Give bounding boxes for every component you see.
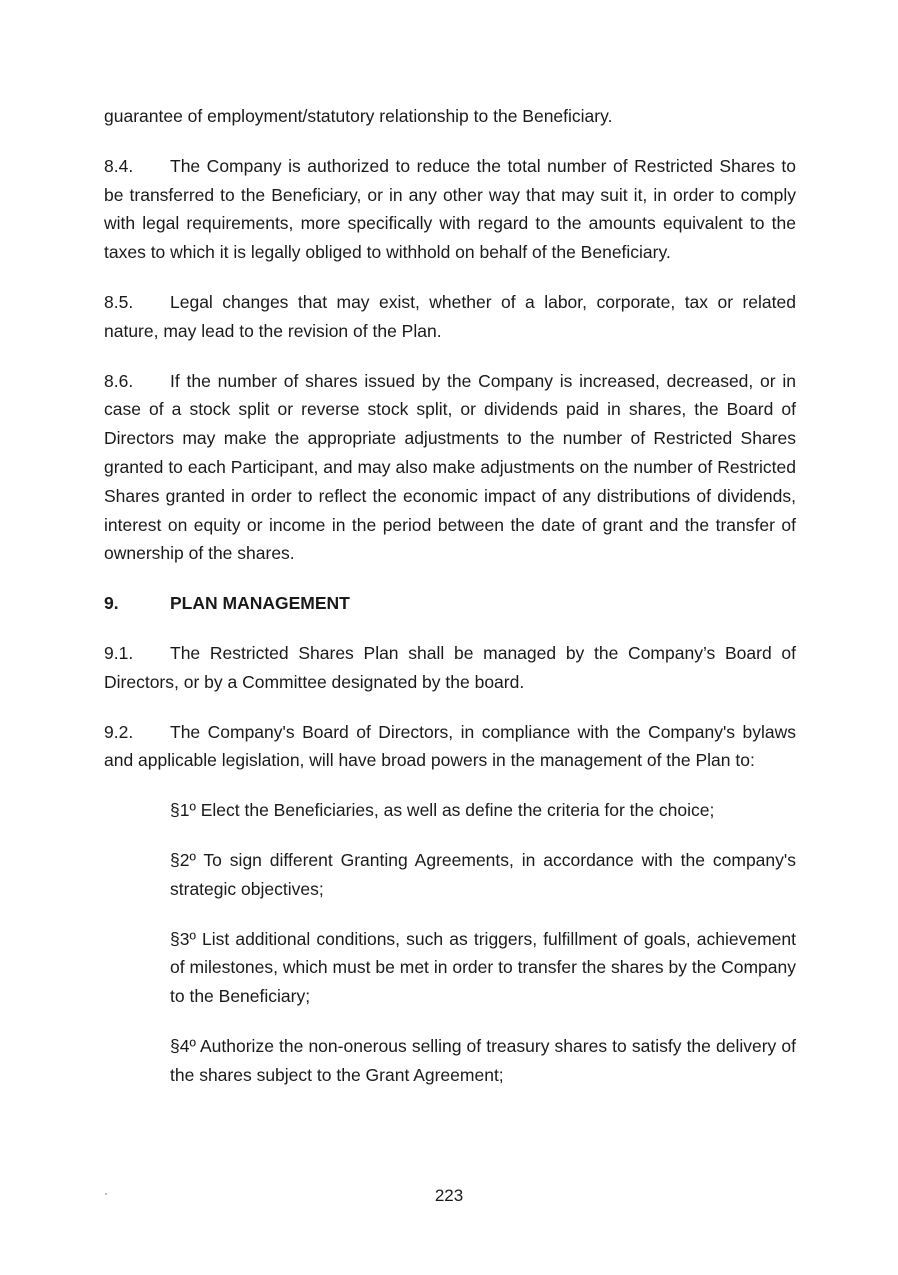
section-8-4 <box>104 152 796 267</box>
section-text: The Company's Board of Directors, in compliance with the Company's bylaws and applicable legislation, will have broad powers in the management of the Plan to: <box>104 721 796 771</box>
heading-title: PLAN MANAGEMENT <box>170 593 350 614</box>
section-number: 8.5. <box>104 291 134 312</box>
section-number: 8.4. <box>104 155 134 176</box>
page-number: 223 <box>434 1186 464 1205</box>
subitem-4: §4º Authorize the non-onerous selling of treasury shares to satisfy the delivery of the shares subject to the Grant Agreement; <box>170 1035 796 1085</box>
section-text: The Restricted Shares Plan shall be managed by the Company’s Board of Directors, or by a Committee designated by the board. <box>104 642 796 692</box>
section-8-6 <box>104 367 796 569</box>
subitem-3: §3º List additional conditions, such as triggers, fulfillment of goals, achievement of milestones, which must be met in order to transfer the shares by the Company to the Beneficiary; <box>170 928 796 1007</box>
continuation-paragraph: guarantee of employment/statutory relationship to the Beneficiary. <box>104 106 613 126</box>
subitem-1: §1º Elect the Beneficiaries, as well as define the criteria for the choice; <box>170 800 715 821</box>
section-text: If the number of shares issued by the Company is increased, decreased, or in case of a stock split or reverse stock split, or dividends paid in shares, the Board of Directors may make the appropriate adjustments to the number of Restricted Shares granted to each Participant, and may also make adjustments on the number of Restricted Shares granted in order to reflect the economic impact of any distributions of dividends, interest on equity or income in the period between the date of grant and the transfer of ownership of the shares. <box>104 370 796 564</box>
section-number: 9.1. <box>104 642 134 663</box>
section-8-5 <box>104 288 796 346</box>
section-text: The Company is authorized to reduce the total number of Restricted Shares to be transferred to the Beneficiary, or in any other way that may suit it, in order to comply with legal requirements, more specifically with regard to the amounts equivalent to the taxes to which it is legally obliged to withhold on behalf of the Beneficiary. <box>104 155 796 263</box>
section-9-2 <box>104 718 796 776</box>
section-text: Legal changes that may exist, whether of a labor, corporate, tax or related nature, may lead to the revision of the Plan. <box>104 291 796 341</box>
section-heading-9 <box>104 589 796 618</box>
document-page <box>104 102 796 1111</box>
section-number: 8.6. <box>104 370 134 391</box>
section-number: 9.2. <box>104 721 134 742</box>
section-9-1 <box>104 639 796 697</box>
heading-number: 9. <box>104 593 119 614</box>
subitem-2: §2º To sign different Granting Agreements, in accordance with the company's strategic objectives; <box>170 849 796 899</box>
